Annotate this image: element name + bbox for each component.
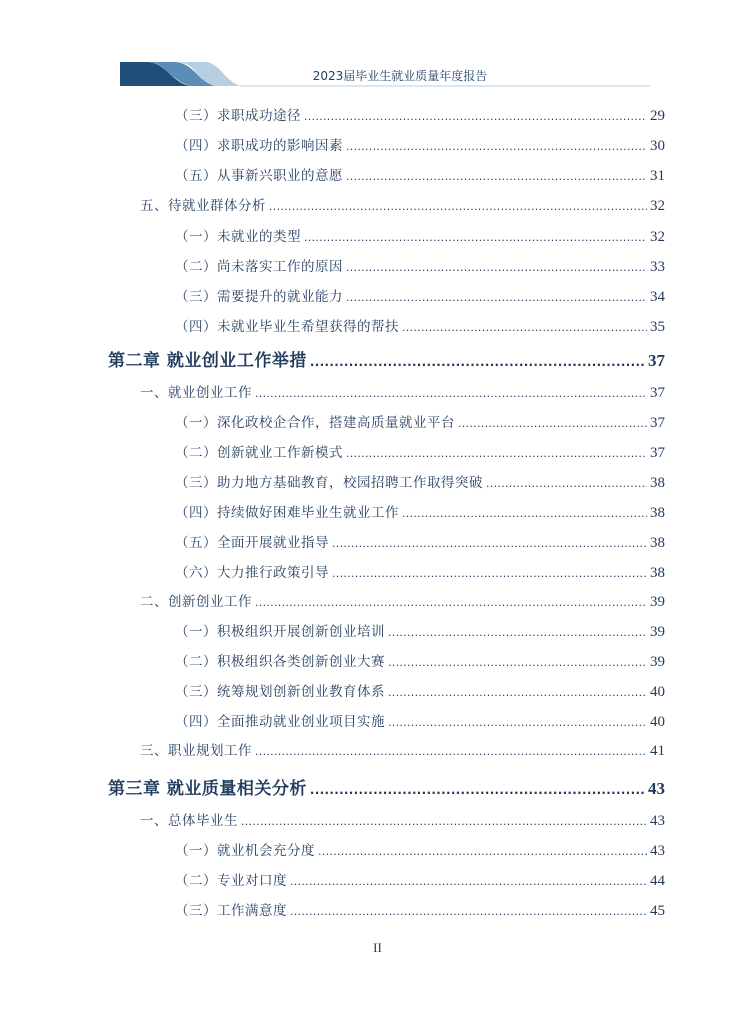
toc-entry[interactable] <box>175 561 665 582</box>
toc-entry-title: 五、待就业群体分析 <box>140 198 266 214</box>
toc-page-number: 38 <box>650 505 665 521</box>
toc-page-number: 38 <box>650 535 665 551</box>
toc-leader-dots <box>290 905 647 918</box>
toc-entry-title: （一）未就业的类型 <box>175 229 301 245</box>
toc-entry[interactable] <box>175 869 665 890</box>
toc-page-number: 29 <box>650 108 665 124</box>
toc-leader-dots <box>402 321 647 334</box>
toc-leader-dots <box>269 200 647 213</box>
toc-leader-dots <box>304 110 647 123</box>
toc-page-number: 43 <box>648 779 665 798</box>
toc-entry-title: 二、创新创业工作 <box>140 594 252 610</box>
toc-entry[interactable] <box>175 471 665 492</box>
toc-leader-dots <box>255 596 647 609</box>
toc-page-number: 34 <box>650 289 665 305</box>
toc-entry-title: 第二章 就业创业工作举措 <box>108 351 307 371</box>
toc-leader-dots <box>332 567 647 580</box>
toc-page-number: 40 <box>650 684 665 700</box>
toc-leader-dots <box>255 745 647 758</box>
toc-entry-title: （三）求职成功途径 <box>175 108 301 124</box>
toc-page-number: 37 <box>648 351 665 370</box>
toc-page-number: 30 <box>650 138 665 154</box>
toc-entry-title: （一）就业机会充分度 <box>175 843 315 859</box>
toc-entry[interactable] <box>175 134 665 155</box>
toc-entry-title: （五）从事新兴职业的意愿 <box>175 168 343 184</box>
toc-entry-title: （二）积极组织各类创新创业大赛 <box>175 654 385 670</box>
toc-page-number: 40 <box>650 714 665 730</box>
toc-entry[interactable] <box>175 501 665 522</box>
toc-entry[interactable] <box>140 590 665 611</box>
toc-page-number: 39 <box>650 624 665 640</box>
toc-entry[interactable] <box>175 899 665 920</box>
toc-page-number: 44 <box>650 873 665 889</box>
toc-leader-dots <box>310 355 645 369</box>
toc-leader-dots <box>346 170 647 183</box>
toc-entry[interactable] <box>175 255 665 276</box>
toc-entry[interactable] <box>175 710 665 731</box>
toc-entry-title: （三）统筹规划创新创业教育体系 <box>175 684 385 700</box>
toc-page-number: 32 <box>650 198 665 214</box>
toc-entry[interactable] <box>175 164 665 185</box>
toc-entry-title: （六）大力推行政策引导 <box>175 565 329 581</box>
toc-page-number: 38 <box>650 565 665 581</box>
toc-page-number: 31 <box>650 168 665 184</box>
toc-entry[interactable] <box>175 104 665 125</box>
toc-leader-dots <box>290 875 647 888</box>
toc-entry-title: （一）深化政校企合作，搭建高质量就业平台 <box>175 415 455 431</box>
toc-leader-dots <box>388 686 647 699</box>
toc-page-number: 38 <box>650 475 665 491</box>
toc-page-number: 39 <box>650 654 665 670</box>
toc-entry-title: （二）尚未落实工作的原因 <box>175 259 343 275</box>
toc-leader-dots <box>346 447 647 460</box>
toc-leader-dots <box>388 656 647 669</box>
toc-entry-title: （二）创新就业工作新模式 <box>175 445 343 461</box>
toc-leader-dots <box>304 231 647 244</box>
toc-page-number: 41 <box>650 743 665 759</box>
toc-entry[interactable] <box>175 441 665 462</box>
toc-page-number: 33 <box>650 259 665 275</box>
toc-leader-dots <box>486 477 647 490</box>
toc-entry[interactable] <box>175 650 665 671</box>
toc-leader-dots <box>458 417 647 430</box>
toc-leader-dots <box>255 387 647 400</box>
toc-entry[interactable] <box>140 809 665 830</box>
toc-chapter-entry[interactable] <box>108 346 665 371</box>
toc-entry[interactable] <box>175 411 665 432</box>
toc-page-number: 35 <box>650 319 665 335</box>
header-title: 2023届毕业生就业质量年度报告 <box>312 69 488 83</box>
toc-entry-title: （四）求职成功的影响因素 <box>175 138 343 154</box>
toc-leader-dots <box>402 507 647 520</box>
toc-entry-title: （四）持续做好困难毕业生就业工作 <box>175 505 399 521</box>
toc-entry[interactable] <box>175 839 665 860</box>
toc-leader-dots <box>388 716 647 729</box>
toc-page-number: 37 <box>650 385 665 401</box>
toc-leader-dots <box>346 140 647 153</box>
toc-entry[interactable] <box>140 739 665 760</box>
toc-entry[interactable] <box>140 194 665 215</box>
toc-entry[interactable] <box>140 381 665 402</box>
toc-entry[interactable] <box>175 285 665 306</box>
toc-entry[interactable] <box>175 315 665 336</box>
toc-entry-title: （四）未就业毕业生希望获得的帮扶 <box>175 319 399 335</box>
header-decoration <box>0 0 755 100</box>
toc-entry-title: 一、就业创业工作 <box>140 385 252 401</box>
toc-entry[interactable] <box>175 225 665 246</box>
toc-leader-dots <box>318 845 647 858</box>
toc-entry-title: （一）积极组织开展创新创业培训 <box>175 624 385 640</box>
toc-leader-dots <box>310 783 645 797</box>
toc-entry-title: （五）全面开展就业指导 <box>175 535 329 551</box>
toc-page-number: 32 <box>650 229 665 245</box>
toc-entry-title: 第三章 就业质量相关分析 <box>108 779 307 799</box>
toc-entry[interactable] <box>175 620 665 641</box>
toc-leader-dots <box>332 537 647 550</box>
toc-page-number: 45 <box>650 903 665 919</box>
toc-entry-title: （三）助力地方基础教育，校园招聘工作取得突破 <box>175 475 483 491</box>
toc-entry[interactable] <box>175 680 665 701</box>
toc-entry-title: （四）全面推动就业创业项目实施 <box>175 714 385 730</box>
toc-entry-title: （二）专业对口度 <box>175 873 287 889</box>
toc-leader-dots <box>241 815 647 828</box>
toc-page-number: 43 <box>650 843 665 859</box>
toc-page-number: 37 <box>650 445 665 461</box>
toc-page-number: 43 <box>650 813 665 829</box>
toc-leader-dots <box>346 291 647 304</box>
toc-entry-title: 一、总体毕业生 <box>140 813 238 829</box>
toc-leader-dots <box>388 626 647 639</box>
toc-leader-dots <box>346 261 647 274</box>
toc-entry-title: （三）需要提升的就业能力 <box>175 289 343 305</box>
toc-chapter-entry[interactable] <box>108 774 665 799</box>
toc-entry-title: 三、职业规划工作 <box>140 743 252 759</box>
page-number: II <box>373 940 382 955</box>
toc-page-number: 37 <box>650 415 665 431</box>
toc-page-number: 39 <box>650 594 665 610</box>
toc-entry[interactable] <box>175 531 665 552</box>
toc-entry-title: （三）工作满意度 <box>175 903 287 919</box>
